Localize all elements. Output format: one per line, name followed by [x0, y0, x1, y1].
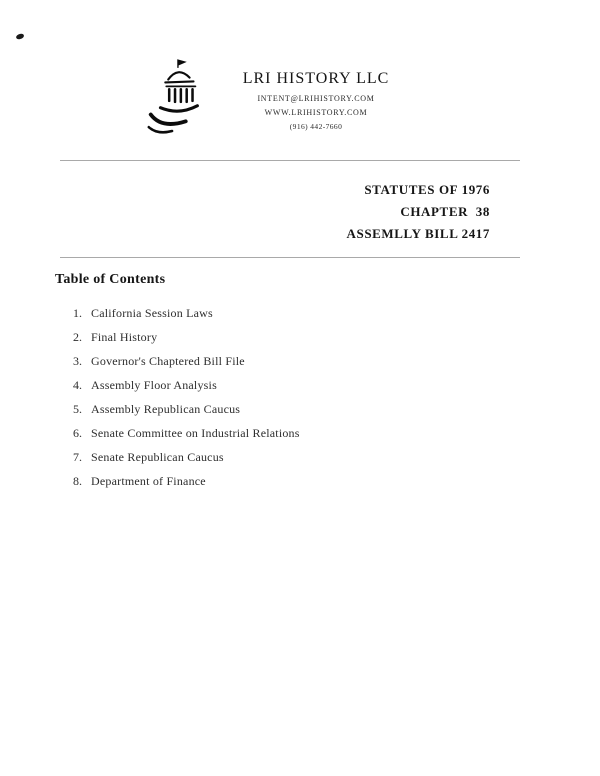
toc-item-number: 4. [73, 378, 82, 392]
contact-block [226, 70, 406, 131]
statutes-line: STATUTES OF 1976 [364, 182, 490, 197]
company-phone: (916) 442-7660 [289, 121, 343, 131]
bill-line: ASSEMLLY BILL 2417 [346, 226, 490, 241]
toc-item-label: Senate Republican Caucus [91, 450, 224, 464]
company-logo [140, 58, 212, 142]
toc-item [66, 426, 300, 450]
toc-heading: Table of Contents [55, 272, 166, 287]
letterhead [140, 58, 406, 142]
toc-item-label: Senate Committee on Industrial Relations [91, 426, 300, 440]
toc-item-label: Governor's Chaptered Bill File [91, 354, 245, 368]
company-email: INTENT@LRIHISTORY.COM [257, 93, 375, 103]
statute-reference-block [347, 179, 491, 245]
horizontal-rule-top [60, 160, 520, 161]
toc-item [66, 450, 300, 474]
toc-item-label: California Session Laws [91, 306, 213, 320]
toc-item-number: 2. [73, 330, 82, 344]
toc-item-number: 7. [73, 450, 82, 464]
toc-item-label: Assembly Floor Analysis [91, 378, 217, 392]
toc-item [66, 330, 300, 354]
horizontal-rule-bottom [60, 257, 520, 258]
toc-item-number: 5. [73, 402, 82, 416]
chapter-line: CHAPTER 38 [400, 204, 490, 219]
capitol-sketch-icon [142, 57, 210, 144]
toc-item-label: Final History [91, 330, 158, 344]
toc-item-label: Assembly Republican Caucus [91, 402, 241, 416]
toc-list [66, 306, 300, 498]
company-name: LRI HISTORY LLC [242, 69, 390, 87]
toc-item-label: Department of Finance [91, 474, 206, 488]
toc-item-number: 1. [73, 306, 82, 320]
toc-item [66, 378, 300, 402]
toc-item [66, 354, 300, 378]
toc-item [66, 306, 300, 330]
scan-speck-artifact [16, 33, 25, 40]
toc-item [66, 402, 300, 426]
company-website: WWW.LRIHISTORY.COM [264, 107, 368, 117]
toc-item-number: 6. [73, 426, 82, 440]
toc-item-number: 3. [73, 354, 82, 368]
toc-item-number: 8. [73, 474, 82, 488]
toc-item [66, 474, 300, 498]
